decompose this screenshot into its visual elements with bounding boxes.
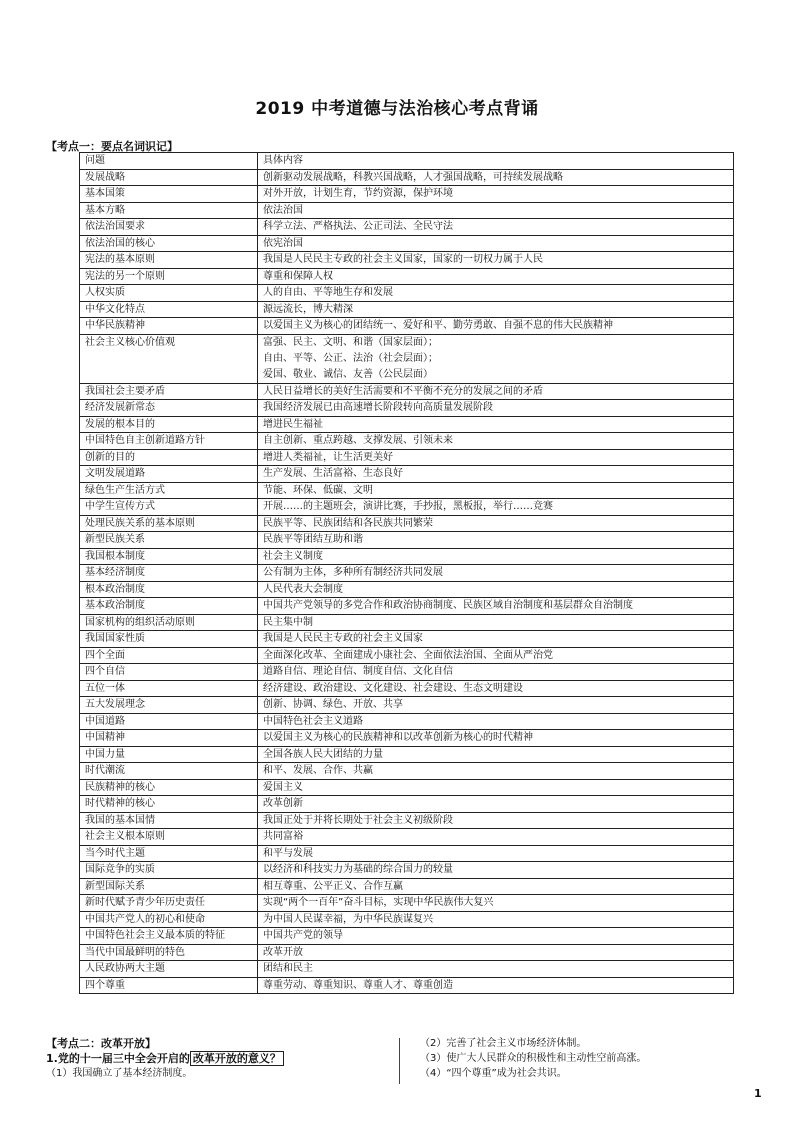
content-cell: 以爱国主义为核心的团结统一、爱好和平、勤劳勇敢、自强不息的伟大民族精神 <box>258 318 734 335</box>
content-cell: 全国各族人民大团结的力量 <box>258 746 734 763</box>
table-row <box>80 614 734 631</box>
table-row <box>80 548 734 565</box>
term-cell: 当今时代主题 <box>80 845 258 862</box>
table-row <box>80 647 734 664</box>
table-row <box>80 482 734 499</box>
term-cell: 根本政治制度 <box>80 581 258 598</box>
content-cell: 民族平等、民族团结和各民族共同繁荣 <box>258 515 734 532</box>
content-cell: 富强、民主、文明、和谐（国家层面）； 自由、平等、公正、法治（社会层面）； 爱国、敬业、诚信、友善（公民层面） <box>258 334 734 383</box>
table-row <box>80 631 734 648</box>
term-cell: 中国精神 <box>80 730 258 747</box>
table-row <box>80 911 734 928</box>
content-cell: 公有制为主体，多种所有制经济共同发展 <box>258 565 734 582</box>
section-2-label: 【考点二：改革开放】 <box>46 1037 156 1050</box>
content-cell: 中国特色社会主义道路 <box>258 713 734 730</box>
content-cell: 我国是人民民主专政的社会主义国家 <box>258 631 734 648</box>
term-cell: 国家机构的组织活动原则 <box>80 614 258 631</box>
section-2-left-column <box>46 1036 396 1081</box>
content-cell: 共同富裕 <box>258 829 734 846</box>
content-cell: 以经济和科技实力为基础的综合国力的较量 <box>258 862 734 879</box>
term-cell: 新时代赋予青少年历史责任 <box>80 895 258 912</box>
table-row <box>80 499 734 516</box>
term-cell: 基本政治制度 <box>80 598 258 615</box>
table-row <box>80 285 734 302</box>
content-cell: 民主集中制 <box>258 614 734 631</box>
column-divider <box>399 1038 400 1084</box>
table-row <box>80 400 734 417</box>
table-row <box>80 812 734 829</box>
term-cell: 发展的根本目的 <box>80 416 258 433</box>
question-boxed-text: 改革开放的意义？ <box>190 1051 284 1066</box>
table-row <box>80 878 734 895</box>
term-cell: 我国的基本国情 <box>80 812 258 829</box>
term-cell: 时代潮流 <box>80 763 258 780</box>
content-cell: 我国正处于并将长期处于社会主义初级阶段 <box>258 812 734 829</box>
table-row <box>80 532 734 549</box>
content-cell: 民族平等团结互助和谐 <box>258 532 734 549</box>
page-title: 2019 中考道德与法治核心考点背诵 <box>255 99 539 119</box>
content-cell: 依宪治国 <box>258 235 734 252</box>
term-cell: 创新的目的 <box>80 449 258 466</box>
content-cell: 创新、协调、绿色、开放、共享 <box>258 697 734 714</box>
term-cell: 五大发展理念 <box>80 697 258 714</box>
table-row <box>80 433 734 450</box>
term-cell: 国际竞争的实质 <box>80 862 258 879</box>
term-table <box>79 152 734 994</box>
term-cell: 文明发展道路 <box>80 466 258 483</box>
table-row <box>80 779 734 796</box>
content-cell: 对外开放，计划生育，节约资源，保护环境 <box>258 186 734 203</box>
table-row <box>80 219 734 236</box>
table-row <box>80 252 734 269</box>
content-cell: 我国是人民民主专政的社会主义国家，国家的一切权力属于人民 <box>258 252 734 269</box>
question-text: 1.党的十一届三中全会开启的 <box>46 1052 190 1065</box>
term-cell: 中国共产党人的初心和使命 <box>80 911 258 928</box>
content-cell: 和平、发展、合作、共赢 <box>258 763 734 780</box>
table-row <box>80 796 734 813</box>
content-cell: 经济建设、政治建设、文化建设、社会建设、生态文明建设 <box>258 680 734 697</box>
table-row <box>80 202 734 219</box>
table-row <box>80 746 734 763</box>
content-cell: 增进人类福祉，让生活更美好 <box>258 449 734 466</box>
content-cell: 增进民生福祉 <box>258 416 734 433</box>
term-cell: 中国道路 <box>80 713 258 730</box>
term-cell: 社会主义核心价值观 <box>80 334 258 383</box>
table-row <box>80 515 734 532</box>
right-items <box>420 1036 760 1081</box>
content-cell: 我国经济发展已由高速增长阶段转向高质量发展阶段 <box>258 400 734 417</box>
table-row <box>80 977 734 994</box>
table-row <box>80 334 734 383</box>
term-cell: 发展战略 <box>80 169 258 186</box>
term-cell: 我国根本制度 <box>80 548 258 565</box>
table-row <box>80 730 734 747</box>
table-row <box>80 961 734 978</box>
table-row <box>80 763 734 780</box>
table-row <box>80 186 734 203</box>
table-row <box>80 862 734 879</box>
table-row <box>80 235 734 252</box>
term-cell: 新型国际关系 <box>80 878 258 895</box>
term-cell: 处理民族关系的基本原则 <box>80 515 258 532</box>
table-row <box>80 829 734 846</box>
section-2 <box>46 1036 766 1086</box>
content-cell: 源远流长，博大精深 <box>258 301 734 318</box>
list-item: （2）完善了社会主义市场经济体制。 <box>420 1038 587 1049</box>
table-row <box>80 318 734 335</box>
content-cell: 生产发展、生活富裕、生态良好 <box>258 466 734 483</box>
table-header-row <box>80 153 734 170</box>
table-row <box>80 895 734 912</box>
section-2-question <box>46 1051 396 1066</box>
term-cell: 宪法的另一个原则 <box>80 268 258 285</box>
content-cell: 团结和民主 <box>258 961 734 978</box>
term-cell: 经济发展新常态 <box>80 400 258 417</box>
term-cell: 人民政协两大主题 <box>80 961 258 978</box>
left-items <box>46 1066 396 1081</box>
term-cell: 依法治国的核心 <box>80 235 258 252</box>
table-row <box>80 944 734 961</box>
content-cell: 创新驱动发展战略，科教兴国战略，人才强国战略，可持续发展战略 <box>258 169 734 186</box>
table-row <box>80 383 734 400</box>
content-cell: 科学立法、严格执法、公正司法、全民守法 <box>258 219 734 236</box>
table-row <box>80 565 734 582</box>
term-cell: 社会主义根本原则 <box>80 829 258 846</box>
header-term: 问题 <box>80 153 258 170</box>
term-cell: 四个全面 <box>80 647 258 664</box>
table-row <box>80 581 734 598</box>
content-cell: 中国共产党的领导 <box>258 928 734 945</box>
content-cell: 社会主义制度 <box>258 548 734 565</box>
page-mark: 1 <box>754 1087 762 1100</box>
section-1-label: 【考点一：要点名词识记】 <box>46 140 178 153</box>
content-cell: 爱国主义 <box>258 779 734 796</box>
term-cell: 我国社会主要矛盾 <box>80 383 258 400</box>
content-cell: 人的自由、平等地生存和发展 <box>258 285 734 302</box>
content-cell: 全面深化改革、全面建成小康社会、全面依法治国、全面从严治党 <box>258 647 734 664</box>
term-cell: 基本国策 <box>80 186 258 203</box>
term-cell: 中国特色社会主义最本质的特征 <box>80 928 258 945</box>
table-row <box>80 301 734 318</box>
content-cell: 人民日益增长的美好生活需要和不平衡不充分的发展之间的矛盾 <box>258 383 734 400</box>
content-cell: 实现“两个一百年”奋斗目标，实现中华民族伟大复兴 <box>258 895 734 912</box>
content-cell: 节能、环保、低碳、文明 <box>258 482 734 499</box>
term-cell: 基本方略 <box>80 202 258 219</box>
table-row <box>80 449 734 466</box>
term-cell: 人权实质 <box>80 285 258 302</box>
table-row <box>80 598 734 615</box>
content-cell: 以爱国主义为核心的民族精神和以改革创新为核心的时代精神 <box>258 730 734 747</box>
content-cell: 自主创新、重点跨越、支撑发展、引领未来 <box>258 433 734 450</box>
list-item: （4）“四个尊重”成为社会共识。 <box>420 1068 567 1079</box>
content-cell: 尊重劳动、尊重知识、尊重人才、尊重创造 <box>258 977 734 994</box>
term-cell: 中国力量 <box>80 746 258 763</box>
term-cell: 五位一体 <box>80 680 258 697</box>
content-cell: 中国共产党领导的多党合作和政治协商制度、民族区域自治制度和基层群众自治制度 <box>258 598 734 615</box>
term-cell: 四个自信 <box>80 664 258 681</box>
term-cell: 当代中国最鲜明的特色 <box>80 944 258 961</box>
term-cell: 民族精神的核心 <box>80 779 258 796</box>
content-cell: 为中国人民谋幸福，为中华民族谋复兴 <box>258 911 734 928</box>
term-cell: 时代精神的核心 <box>80 796 258 813</box>
list-item: （3）使广大人民群众的积极性和主动性空前高涨。 <box>420 1053 647 1064</box>
table-row <box>80 416 734 433</box>
table-row <box>80 928 734 945</box>
table-row <box>80 680 734 697</box>
content-cell: 依法治国 <box>258 202 734 219</box>
term-cell: 中学生宣传方式 <box>80 499 258 516</box>
term-cell: 宪法的基本原则 <box>80 252 258 269</box>
term-cell: 中华民族精神 <box>80 318 258 335</box>
content-cell: 尊重和保障人权 <box>258 268 734 285</box>
list-item: （1）我国确立了基本经济制度。 <box>46 1068 193 1079</box>
content-cell: 开展……的主题班会，演讲比赛，手抄报，黑板报，举行……竞赛 <box>258 499 734 516</box>
content-cell: 道路自信、理论自信、制度自信、文化自信 <box>258 664 734 681</box>
table-row <box>80 268 734 285</box>
content-cell: 改革开放 <box>258 944 734 961</box>
header-content: 具体内容 <box>258 153 734 170</box>
content-cell: 人民代表大会制度 <box>258 581 734 598</box>
term-cell: 绿色生产生活方式 <box>80 482 258 499</box>
term-cell: 新型民族关系 <box>80 532 258 549</box>
term-cell: 基本经济制度 <box>80 565 258 582</box>
content-cell: 和平与发展 <box>258 845 734 862</box>
term-cell: 依法治国要求 <box>80 219 258 236</box>
term-cell: 四个尊重 <box>80 977 258 994</box>
table-row <box>80 664 734 681</box>
term-cell: 中华文化特点 <box>80 301 258 318</box>
table-row <box>80 845 734 862</box>
term-cell: 我国国家性质 <box>80 631 258 648</box>
term-cell: 中国特色自主创新道路方针 <box>80 433 258 450</box>
content-cell: 改革创新 <box>258 796 734 813</box>
term-table-body <box>80 153 734 994</box>
table-row <box>80 169 734 186</box>
table-row <box>80 713 734 730</box>
table-row <box>80 697 734 714</box>
content-cell: 相互尊重、公平正义、合作互赢 <box>258 878 734 895</box>
table-row <box>80 466 734 483</box>
